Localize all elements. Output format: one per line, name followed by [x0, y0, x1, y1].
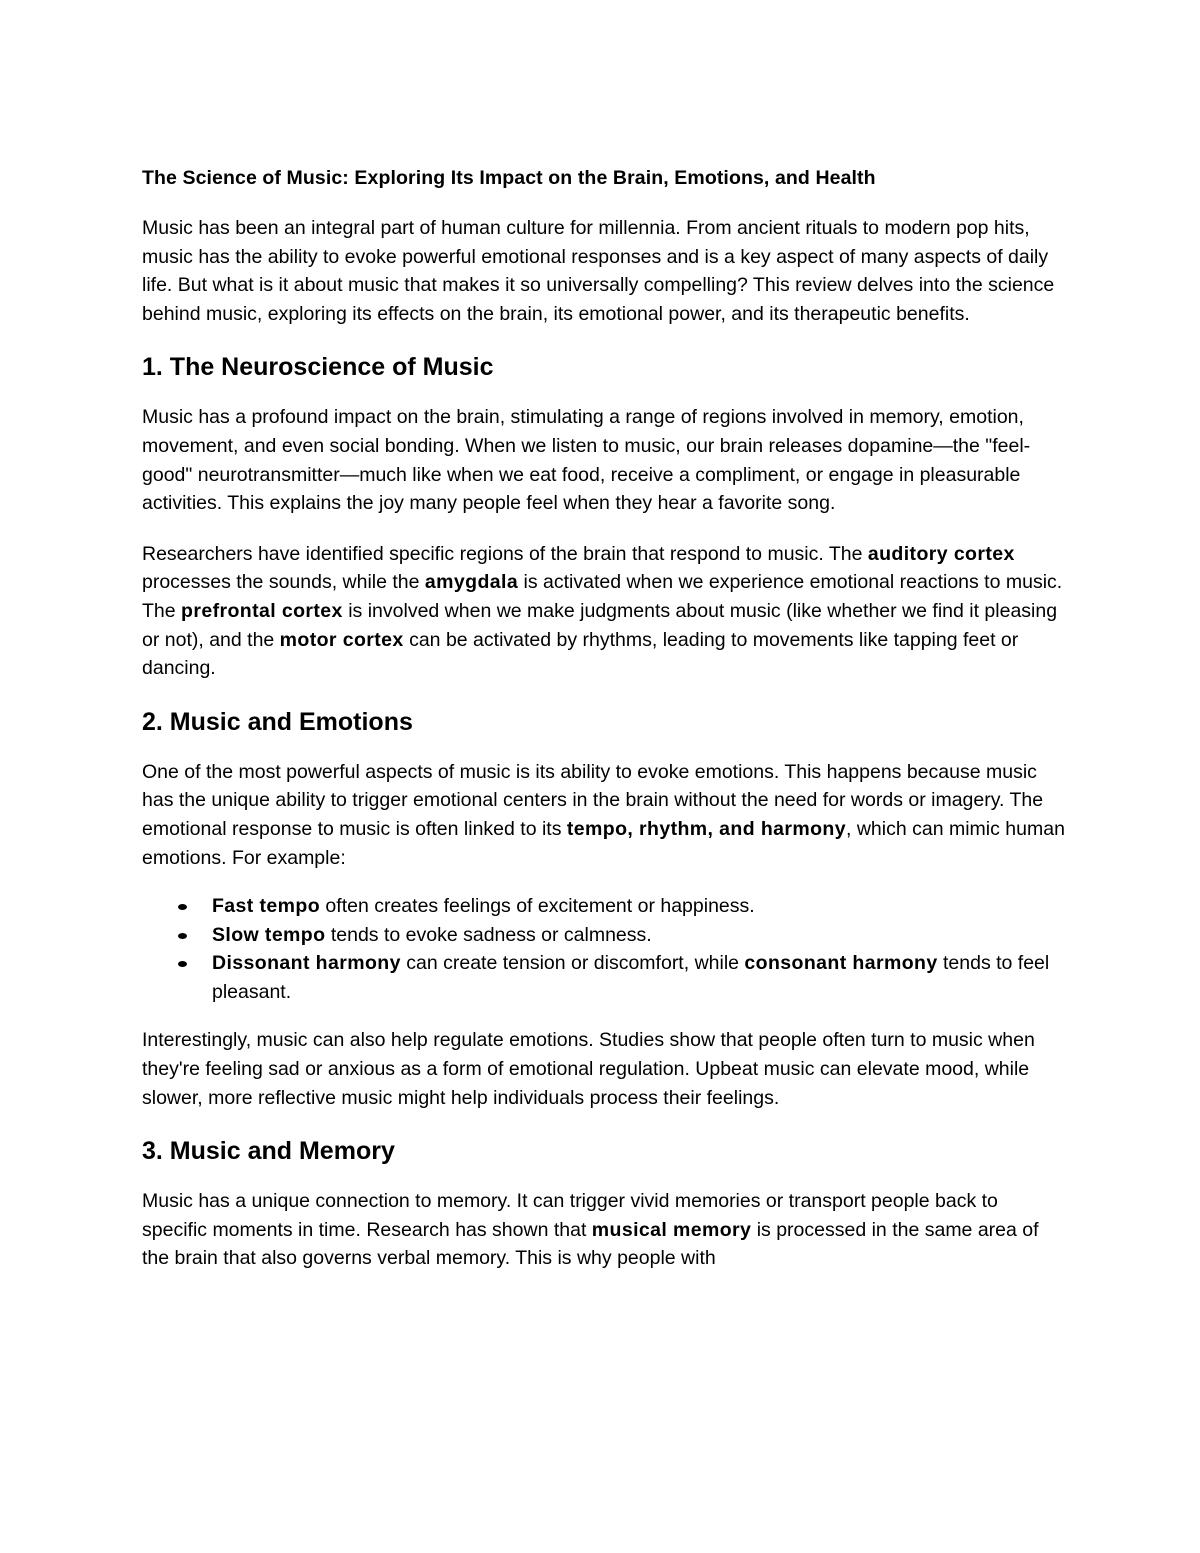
term-amygdala: amygdala — [424, 571, 519, 594]
text-run: can be activated by rhythms, leading to movements like tapping feet or dancing. — [142, 628, 1019, 680]
section-heading-memory: 3. Music and Memory — [142, 1137, 395, 1166]
list-item — [142, 892, 1067, 921]
section-heading-emotions: 2. Music and Emotions — [142, 707, 413, 736]
intro-paragraph: Music has been an integral part of human culture for millennia. From ancient rituals to modern pop hits, music has the ability to evoke powerful emotional responses and is a key aspect of many aspects of daily life. But what is it about music that makes it so universally compelling? This review delves into the science behind music, exploring its effects on the brain, its emotional power, and its therapeutic benefits. — [142, 217, 1055, 325]
bullet-icon — [178, 961, 187, 967]
term-prefrontal-cortex: prefrontal cortex — [181, 599, 343, 622]
emotion-examples-list — [142, 892, 1067, 1006]
list-item — [142, 921, 1067, 950]
term-musical-memory: musical memory — [591, 1218, 752, 1241]
section-heading-neuroscience: 1. The Neuroscience of Music — [142, 353, 494, 382]
text-run: is involved when we make judgments about music (like whether we find it pleasing or not), and the — [142, 599, 1058, 651]
neuroscience-paragraph-1: Music has a profound impact on the brain, stimulating a range of regions involved in memory, emotion, movement, and even social bonding. When we listen to music, our brain releases dopamine—the "feel-good" neurotransmitter—much like when we eat food, receive a compliment, or engage in pleasurable activities. This explains the joy many people feel when they hear a favorite song. — [142, 406, 1031, 515]
term-auditory-cortex: auditory cortex — [867, 542, 1015, 565]
term-dissonant-harmony: Dissonant harmony — [212, 952, 401, 975]
term-consonant-harmony: consonant harmony — [744, 952, 938, 975]
text-run: is processed in the same area of the brain that also governs verbal memory. This is why people with — [142, 1218, 1039, 1270]
emotions-paragraph-1 — [142, 758, 1067, 872]
document-body — [142, 163, 1067, 1295]
term-slow-tempo: Slow tempo — [212, 923, 326, 946]
text-run: can create tension or discomfort, while — [400, 952, 745, 975]
text-run: tends to evoke sadness or calmness. — [325, 923, 652, 946]
text-run: One of the most powerful aspects of music is its ability to evoke emotions. This happens because music has the unique ability to trigger emotional centers in the brain without the need for words or imagery. The emotional response to music is often linked to its — [142, 760, 1044, 840]
term-fast-tempo: Fast tempo — [212, 895, 321, 918]
text-run: tends to feel pleasant. — [212, 952, 1050, 1003]
text-run: is activated when we experience emotional reactions to music. The — [142, 571, 1063, 622]
document-title: The Science of Music: Exploring Its Impact on the Brain, Emotions, and Health — [142, 167, 876, 189]
text-run: often creates feelings of excitement or happiness. — [320, 895, 755, 918]
text-run: processes the sounds, while the — [142, 571, 425, 594]
term-tempo-rhythm-harmony: tempo, rhythm, and harmony — [566, 817, 846, 840]
emotions-paragraph-2: Interestingly, music can also help regulate emotions. Studies show that people often turn to music when they're feeling sad or anxious as a form of emotional regulation. Upbeat music can elevate mood, while slower, more reflective music might help individuals process their feelings. — [142, 1029, 1035, 1109]
text-run: Researchers have identified specific regions of the brain that respond to music. The — [142, 542, 868, 565]
bullet-icon — [178, 933, 187, 939]
text-run: Music has a unique connection to memory. It can trigger vivid memories or transport people back to specific moments in time. Research has shown that — [142, 1190, 998, 1241]
memory-paragraph-1 — [142, 1187, 1067, 1273]
bullet-icon — [178, 904, 187, 910]
list-item — [142, 949, 1067, 1006]
term-motor-cortex: motor cortex — [279, 628, 404, 651]
neuroscience-paragraph-2 — [142, 540, 1067, 683]
text-run: , which can mimic human emotions. For example: — [142, 817, 1065, 869]
